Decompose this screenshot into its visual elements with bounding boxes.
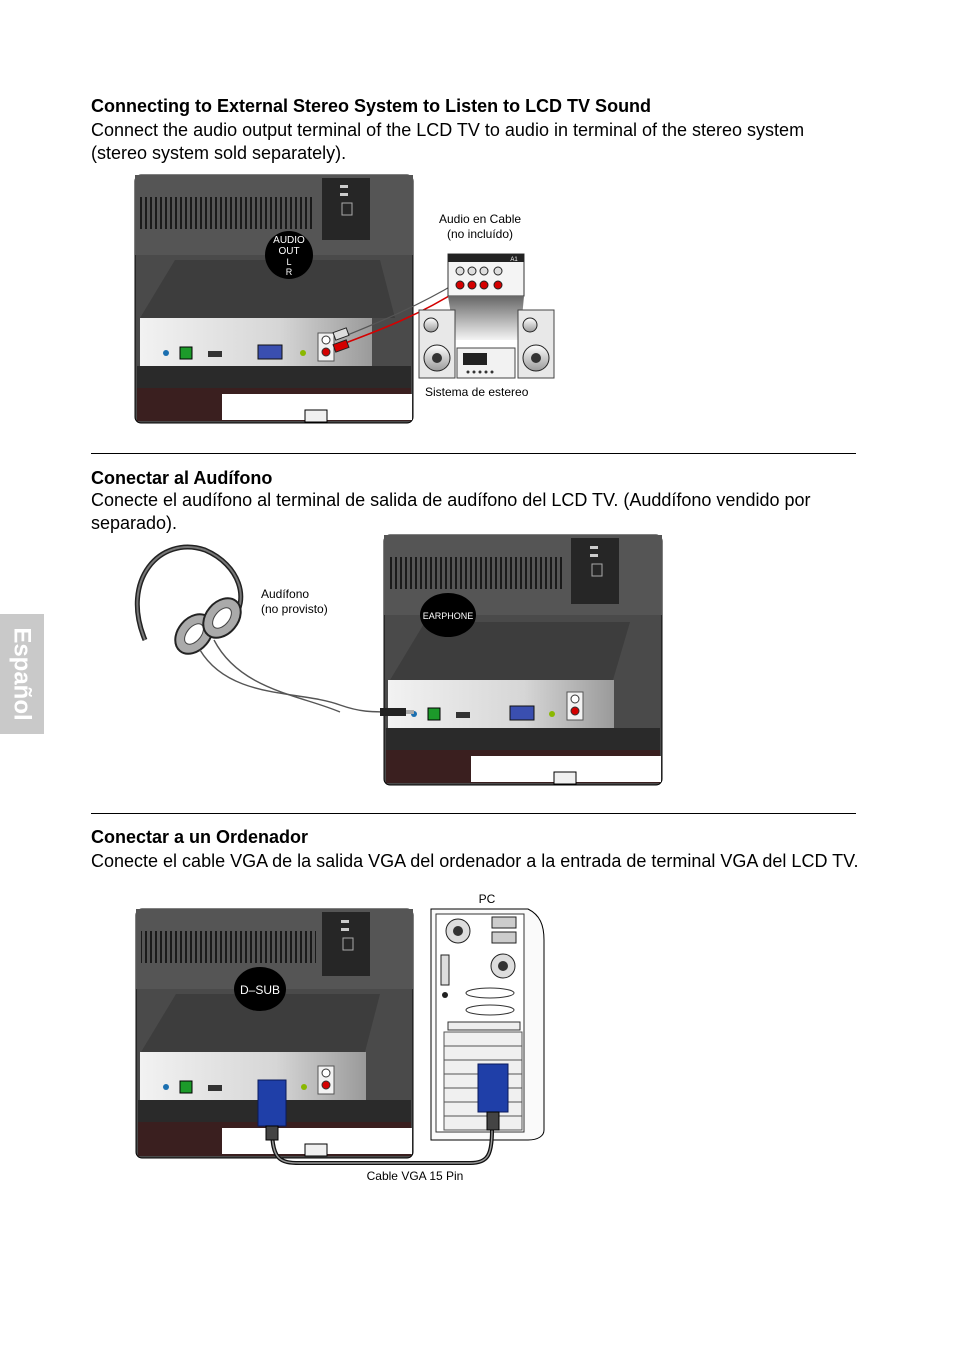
section-2-body: Conecte el audífono al terminal de salida de audífono del LCD TV. (Auddífono vendido por separado).	[91, 490, 811, 533]
section-1-title: Connecting to External Stereo System to Listen to LCD TV Sound	[91, 96, 652, 116]
fig1-badge-line3: L	[286, 257, 292, 267]
headphones	[137, 547, 414, 716]
headphone-caption-line2: (no provisto)	[261, 602, 328, 616]
section-2-title: Conectar al Audífono	[91, 468, 273, 488]
cable-caption-line1: Audio en Cable	[438, 212, 522, 226]
headphone-caption-line1: Audífono	[261, 587, 310, 601]
section-1-body: Connect the audio output terminal of the LCD TV to audio in terminal of the stereo system (stereo system sold separately).	[91, 120, 805, 163]
fig3-badge: D–SUB	[239, 983, 281, 997]
language-label: Español	[9, 627, 37, 721]
pc-caption: PC	[478, 892, 496, 906]
stereo-port-label: A1	[510, 257, 518, 263]
section-3-body: Conecte el cable VGA de la salida VGA del ordenador a la entrada de terminal VGA del LCD TV.	[91, 851, 859, 871]
stereo-system	[419, 254, 554, 378]
tv-rear-1	[135, 175, 413, 423]
stereo-caption: Sistema de estereo	[425, 385, 529, 399]
fig2-badge: EARPHONE	[422, 611, 474, 621]
section-divider-1	[91, 453, 856, 454]
section-3-title: Conectar a un Ordenador	[91, 827, 309, 847]
section-divider-2	[91, 813, 856, 814]
vga-cable-caption: Cable VGA 15 Pin	[366, 1169, 464, 1183]
fig1-badge-line1: AUDIO	[273, 235, 305, 246]
fig1-badge-line4: R	[285, 267, 293, 277]
fig1-badge-line2: OUT	[278, 246, 300, 257]
tv-rear-2	[384, 535, 662, 785]
cable-caption-line2: (no incluído)	[446, 227, 514, 241]
